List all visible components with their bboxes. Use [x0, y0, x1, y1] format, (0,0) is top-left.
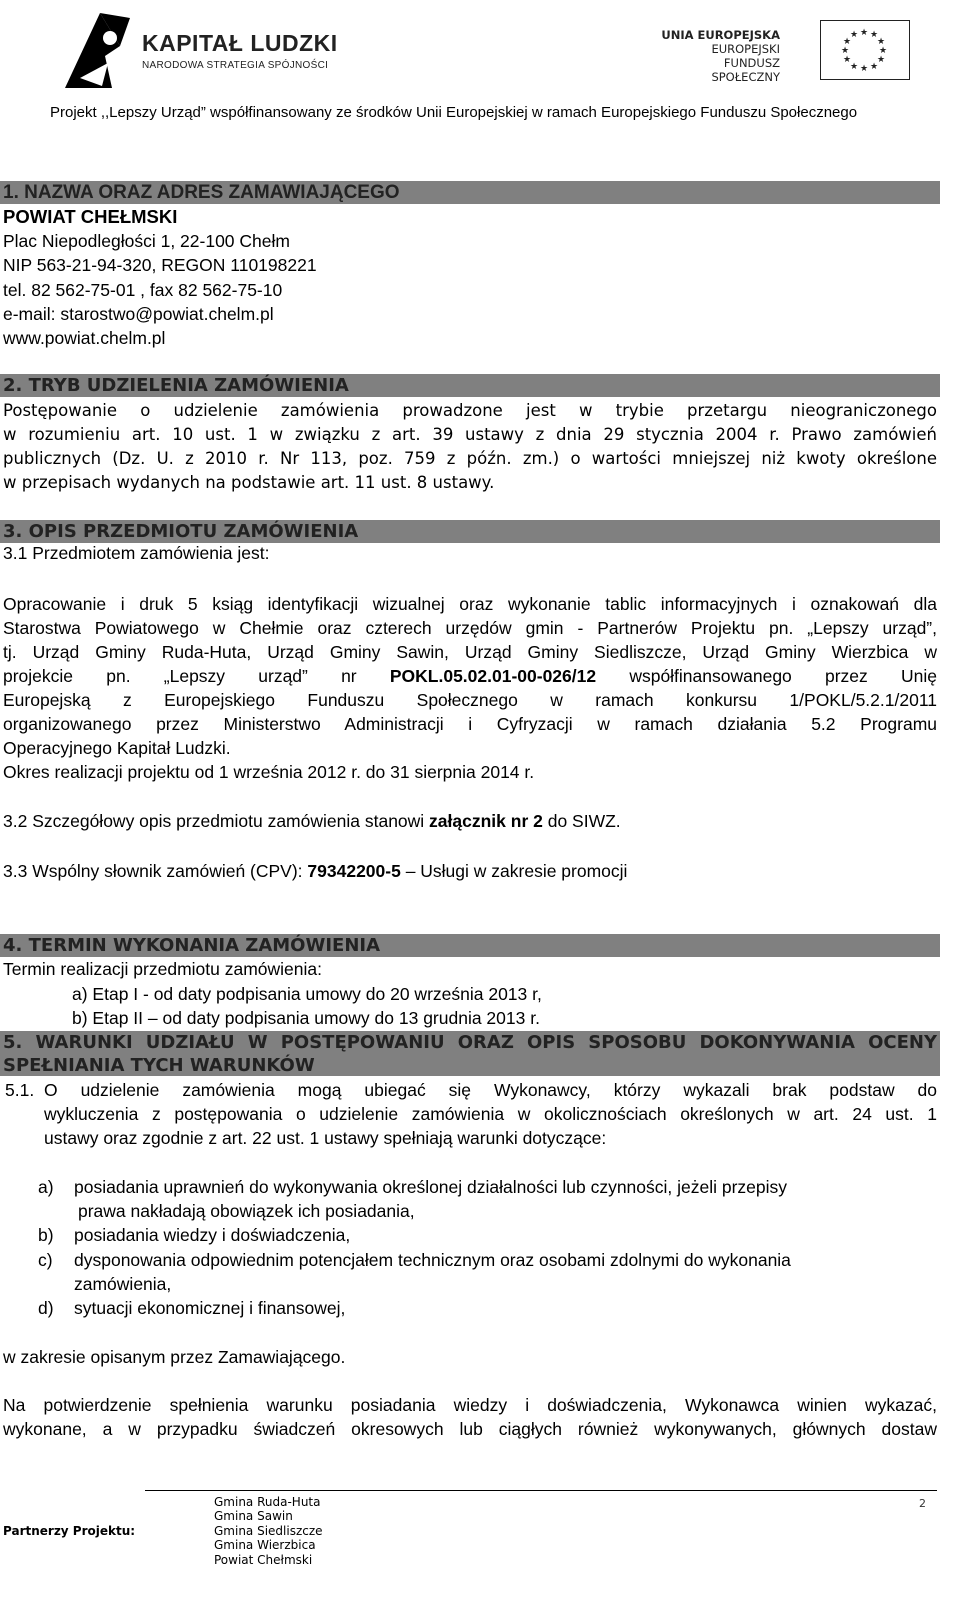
evidence-text-line: wykonane, a w przypadku świadczeń okresowych lub ciągłych również wykonywanych, głównych dostaw [3, 1419, 937, 1439]
project-funding-line: Projekt ,,Lepszy Urząd” współfinansowany ze środków Unii Europejskiej w ramach Europejskiego Funduszu Społecznego [50, 104, 858, 121]
eu-flag-icon [820, 20, 910, 80]
footer-partner: Gmina Siedliszcze [214, 1524, 323, 1538]
svg-text:★: ★ [869, 62, 879, 72]
page-number: 2 [919, 1497, 926, 1510]
svg-text:★: ★ [859, 28, 869, 38]
attachment-ref: załącznik nr 2 [429, 811, 543, 831]
scope-note: w zakresie opisanym przez Zamawiającego. [3, 1347, 346, 1367]
deadline-stage-1: a) Etap I - od daty podpisania umowy do 20 września 2013 r, [72, 984, 542, 1004]
footer-partner: Gmina Sawin [214, 1509, 293, 1523]
svg-text:★: ★ [849, 30, 859, 40]
condition-item: posiadania wiedzy i doświadczenia, [74, 1225, 351, 1245]
section3-heading: 3. OPIS PRZEDMIOTU ZAMÓWIENIA [3, 521, 359, 542]
procedure-text-line: Postępowanie o udzielenie zamówienia prowadzone jest w trybie przetargu nieograniczonego [3, 401, 937, 420]
kapital-ludzki-title: KAPITAŁ LUDZKI [142, 30, 338, 56]
section2-heading: 2. TRYB UDZIELENIA ZAMÓWIENIA [3, 375, 349, 396]
phone-fax-line: tel. 82 562-75-01 , fax 82 562-75-10 [3, 280, 283, 300]
subject-description-line: tj. Urząd Gminy Ruda-Huta, Urząd Gminy Sawin, Urząd Gminy Siedliszcze, Urząd Gminy Wierzbica w [3, 642, 937, 662]
procedure-text-line: w rozumieniu art. 10 ust. 1 w związku z art. 39 ustawy z dnia 29 stycznia 2004 r. Prawo zamówień [3, 425, 937, 444]
svg-text:★: ★ [878, 46, 888, 56]
section5-heading-line1: 5. WARUNKI UDZIAŁU W POSTĘPOWANIU ORAZ OPIS SPOSOBU DOKONYWANIA OCENY [3, 1032, 937, 1053]
svg-text:★: ★ [849, 62, 859, 72]
email-line: e-mail: starostwo@powiat.chelm.pl [3, 304, 274, 324]
svg-text:★: ★ [840, 46, 850, 56]
condition-marker: a) [38, 1177, 54, 1197]
subject-description-line: Starostwa Powiatowego w Chełmie oraz czterech urzędów gmin - Partnerów Projektu pn. „Lepszy urząd”, [3, 618, 937, 638]
clause-5-1-line: O udzielenie zamówienia mogą ubiegać się Wykonawcy, którzy wykazali brak podstaw do [44, 1080, 937, 1100]
footer-partner: Gmina Ruda-Huta [214, 1495, 321, 1509]
condition-item-continued: zamówienia, [74, 1274, 172, 1294]
section4-heading: 4. TERMIN WYKONANIA ZAMÓWIENIA [3, 935, 381, 956]
realization-period: Okres realizacji projektu od 1 września 2012 r. do 31 sierpnia 2014 r. [3, 762, 535, 782]
evidence-text-line: Na potwierdzenie spełnienia warunku posiadania wiedzy i doświadczenia, Wykonawca winien wykazać, [3, 1395, 937, 1415]
kapital-ludzki-subtitle: NARODOWA STRATEGIA SPÓJNOŚCI [142, 60, 329, 71]
subject-description-line: Opracowanie i druk 5 ksiąg identyfikacji wizualnej oraz wykonanie tablic informacyjnych i oznakowań dla [3, 594, 937, 614]
eu-logo-line1: UNIA EUROPEJSKA [661, 28, 780, 42]
eu-logo-line3: FUNDUSZ SPOŁECZNY [711, 56, 780, 84]
svg-text:★: ★ [842, 55, 852, 65]
section1-heading: 1. NAZWA ORAZ ADRES ZAMAWIAJĄCEGO [3, 182, 400, 203]
cpv-code: 79342200-5 [307, 861, 401, 881]
condition-item: sytuacji ekonomicznej i finansowej, [74, 1298, 346, 1318]
website-line: www.powiat.chelm.pl [3, 328, 166, 348]
subject-description-line: Europejską z Europejskiego Funduszu Społecznego w ramach konkursu 1/POKL/5.2.1/2011 [3, 690, 937, 710]
svg-text:★: ★ [869, 30, 879, 40]
subject-3-2: 3.2 Szczegółowy opis przedmiotu zamówienia stanowi załącznik nr 2 do SIWZ. [3, 811, 621, 831]
clause-5-1-line: ustawy oraz zgodnie z art. 22 ust. 1 ustawy spełniają warunki dotyczące: [44, 1128, 607, 1148]
svg-text:★: ★ [876, 37, 886, 47]
condition-item: dysponowania odpowiednim potencjałem technicznym oraz osobami zdolnymi do wykonania [74, 1250, 791, 1270]
condition-item-continued: prawa nakładają obowiązek ich posiadania, [78, 1201, 415, 1221]
kapital-ludzki-emblem-icon [60, 8, 140, 93]
eu-logo-line2: EUROPEJSKI [711, 42, 780, 56]
deadline-stage-2: b) Etap II – od daty podpisania umowy do 13 grudnia 2013 r. [72, 1008, 540, 1028]
footer-partner: Gmina Wierzbica [214, 1538, 316, 1552]
footer-partners-label: Partnerzy Projektu: [3, 1524, 136, 1538]
deadline-intro: Termin realizacji przedmiotu zamówienia: [3, 959, 323, 979]
subject-description-line: organizowanego przez Ministerstwo Administracji i Cyfryzacji w ramach działania 5.2 Programu [3, 714, 937, 734]
address-line: Plac Niepodległości 1, 22-100 Chełm [3, 231, 290, 251]
condition-marker: d) [38, 1298, 54, 1318]
subject-3-3: 3.3 Wspólny słownik zamówień (CPV): 79342200-5 – Usługi w zakresie promocji [3, 861, 628, 881]
clause-5-1-number: 5.1. [5, 1080, 35, 1100]
subject-description-line: projekcie pn. „Lepszy urząd” nr POKL.05.02.01-00-026/12 współfinansowanego przez Unię [3, 666, 937, 686]
procedure-text-line: w przepisach wydanych na podstawie art. 11 ust. 8 ustawy. [3, 473, 495, 492]
clause-5-1-line: wykluczenia z postępowania o udzielenie zamówienia w okolicznościach określonych w art. 24 ust. 1 [44, 1104, 937, 1124]
svg-text:★: ★ [859, 64, 869, 74]
subject-3-1: 3.1 Przedmiotem zamówienia jest: [3, 543, 270, 563]
svg-text:★: ★ [876, 55, 886, 65]
nip-regon-line: NIP 563-21-94-320, REGON 110198221 [3, 255, 317, 275]
footer-divider [145, 1490, 937, 1491]
procedure-text-line: publicznych (Dz. U. z 2010 r. Nr 113, poz. 759 z późn. zm.) o wartości mniejszej niż kwoty określone [3, 449, 937, 468]
eu-logo [660, 20, 900, 84]
condition-marker: b) [38, 1225, 54, 1245]
contracting-authority-name: POWIAT CHEŁMSKI [3, 206, 178, 227]
subject-description-line: Operacyjnego Kapitał Ludzki. [3, 738, 231, 758]
project-code: POKL.05.02.01-00-026/12 [389, 666, 597, 686]
svg-text:★: ★ [842, 37, 852, 47]
condition-item: posiadania uprawnień do wykonywania określonej działalności lub czynności, jeżeli przepisy [74, 1177, 788, 1197]
footer-partner: Powiat Chełmski [214, 1553, 313, 1567]
section5-heading-line2: SPEŁNIANIA TYCH WARUNKÓW [3, 1055, 315, 1076]
condition-marker: c) [38, 1250, 53, 1270]
kapital-ludzki-logo [60, 8, 350, 93]
